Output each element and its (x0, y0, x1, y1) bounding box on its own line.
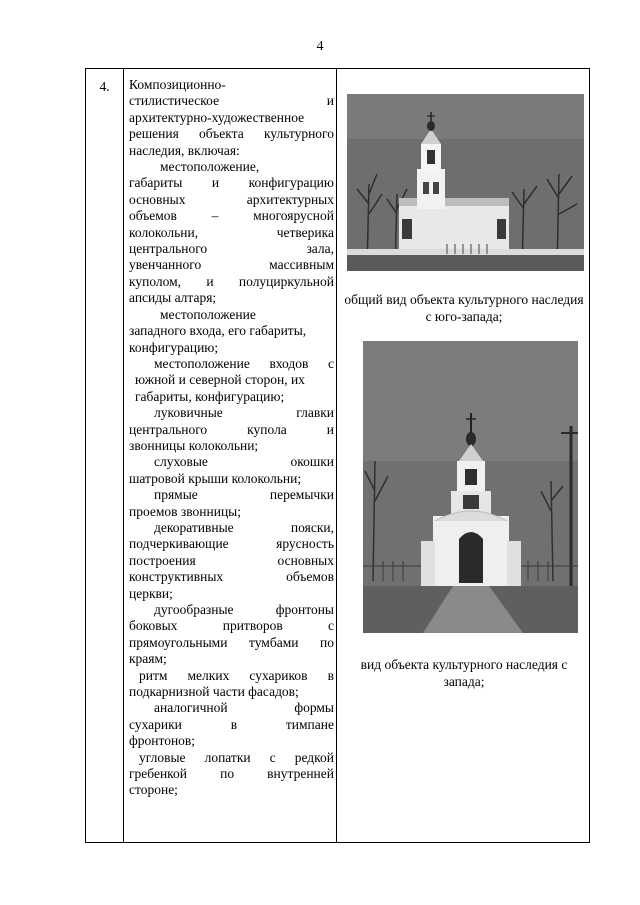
description-line: боковых притворов с (129, 618, 334, 634)
description-line: слуховые окошки (154, 454, 334, 470)
description-line: архитектурно-художественное (129, 109, 305, 125)
page-number: 4 (316, 39, 324, 54)
description-line: стилистическое и (129, 93, 334, 109)
description-line: Композиционно- (129, 77, 226, 92)
description-line: фронтонов; (129, 733, 196, 749)
description-line: аналогичной формы (154, 700, 334, 716)
description-line: шатровой крыши колокольни; (129, 470, 302, 486)
description-line: куполом, и полуциркульной (129, 273, 334, 289)
column-divider-1 (123, 69, 124, 842)
church-photo-southwest (347, 94, 584, 271)
description-line: конфигурацию; (129, 339, 219, 355)
description-line: декоративные пояски, (154, 519, 334, 535)
description-line: подкарнизной части фасадов; (129, 684, 299, 700)
description-line: подчеркивающие ярусность (129, 536, 334, 552)
description-line: луковичные главки (154, 405, 334, 421)
heritage-table (85, 68, 590, 843)
photo-caption-southwest (337, 291, 591, 325)
caption-line: запада; (443, 674, 485, 689)
description-line: стороне; (129, 782, 178, 798)
row-number: 4. (99, 79, 110, 94)
description-line: конструктивных объемов (129, 569, 334, 585)
church-photo-west (363, 341, 578, 633)
caption-line: общий вид объекта культурного наследия (344, 292, 584, 307)
description-line: местоположение входов с (154, 355, 334, 371)
description-line: центрального купола и (129, 421, 334, 437)
description-line: основных архитектурных (129, 191, 334, 207)
description-line: дугообразные фронтоны (154, 602, 334, 617)
description-line: гребенкой по внутренней (129, 766, 334, 782)
description-line: колокольни, четверика (129, 224, 334, 240)
description-line: объемов – многоярусной (129, 208, 334, 224)
description-line: краям; (129, 651, 167, 667)
description-line: проемов звонницы; (129, 503, 242, 519)
column-divider-2 (336, 69, 337, 842)
description-line: местоположение (160, 306, 256, 322)
description-line: наследия, включая: (129, 142, 240, 158)
description-line: ритм мелких сухариков в (139, 667, 334, 683)
description-line: местоположение, (160, 159, 260, 175)
description-line: габариты, конфигурацию; (135, 388, 285, 404)
description-line: построения основных (129, 552, 334, 568)
description-line: прямоугольными тумбами по (129, 634, 334, 650)
description-line: центрального зала, (129, 241, 334, 257)
description-line: увенчанного массивным (129, 257, 334, 273)
description-line: прямые перемычки (154, 487, 334, 503)
photo-caption-west (337, 656, 591, 690)
description-line: апсиды алтаря; (129, 290, 217, 306)
caption-line: вид объекта культурного наследия с (360, 657, 568, 672)
description-line: западного входа, его габариты, (129, 323, 307, 339)
description-line: габариты и конфигурацию (129, 175, 334, 191)
description-line: решения объекта культурного (129, 126, 334, 142)
description-line: сухарики в тимпане (129, 716, 334, 732)
caption-line: с юго-запада; (425, 309, 503, 324)
description-line: угловые лопатки с редкой (139, 749, 334, 765)
description-line: церкви; (129, 585, 173, 601)
description-cell (129, 77, 334, 799)
description-line: звонницы колокольни; (129, 437, 259, 453)
description-line: южной и северной сторон, их (135, 372, 305, 388)
